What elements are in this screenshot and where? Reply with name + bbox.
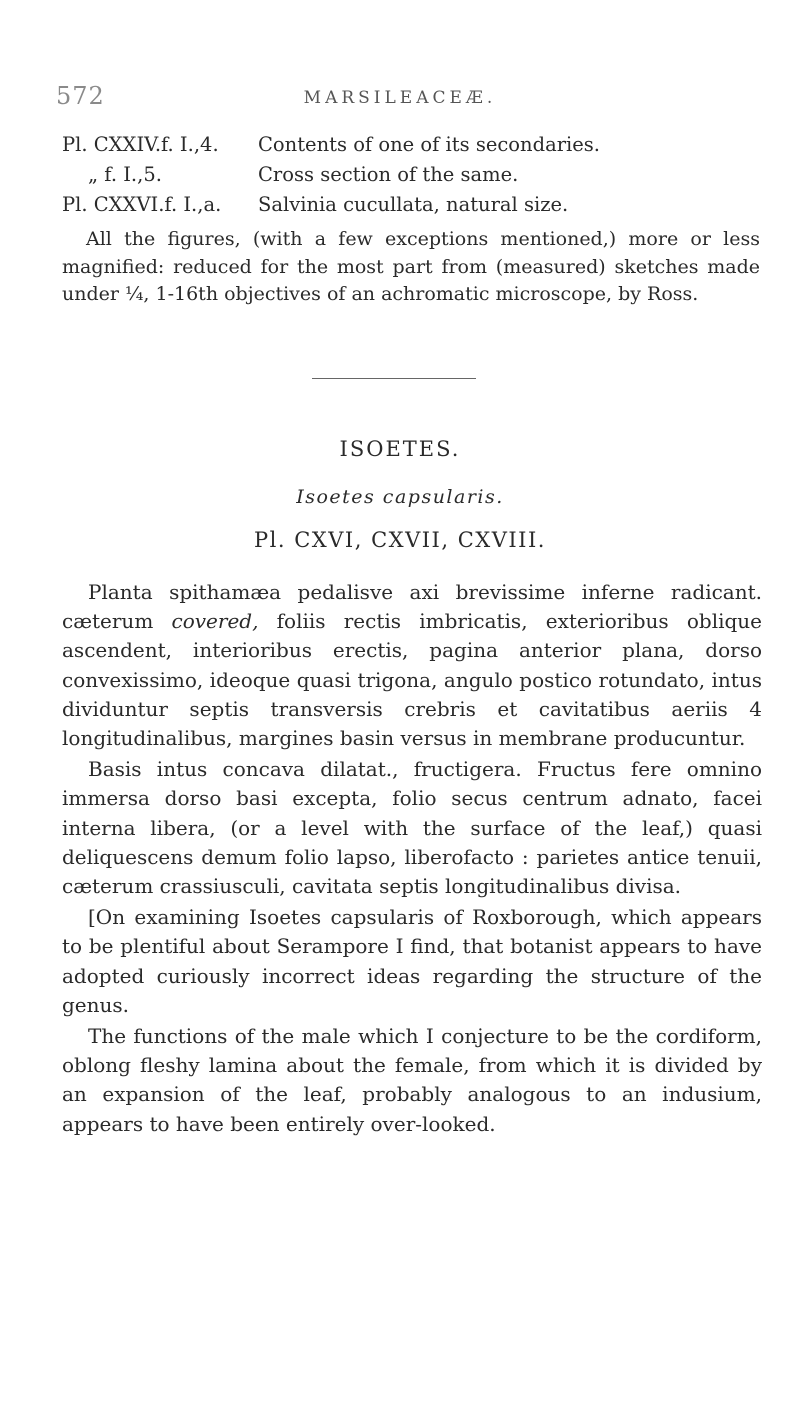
description-body [62,578,762,1139]
paragraph-basis-description: Basis intus concava dilatat., fructigera. Fructus fere omnino immersa dorso basi excepta, folio secus centrum adnato, facei interna libera, (or a level with the surface of the leaf,) quasi deliquescens demum folio lapso, liberofacto : parietes antice tenuii, cæterum crassiusculi, cavitata septis longitudinalibus divisa. [62,757,762,899]
paragraph-italic-word: covered, [171,609,259,634]
plate-entry [62,160,762,190]
genus-heading: ISOETES. [339,437,461,461]
paragraph-examination-note: [On examining Isoetes capsularis of Roxborough, which appears to be plentiful about Serampore I find, that botanist appears to have adopted curiously incorrect ideas regarding the structure of the genus. [62,905,762,1017]
plate-description: Salvinia cucullata, natural size. [258,193,569,216]
section-divider [312,378,476,379]
paragraph-latin-description [62,578,762,753]
paragraph-male-functions: The functions of the male which I conjecture to be the cordiform, oblong fleshy lamina about the female, from which it is divided by an expansion of the leaf, probably analogous to an indusium, appears to have been entirely over-looked. [62,1024,762,1136]
plate-reference: Pl. CXXIV.f. I.,4. [62,133,219,156]
plate-reference: Pl. CXXVI.f. I.,a. [62,193,222,216]
plate-entry [62,130,762,160]
paragraph-text: Planta spithamæa pedalisve axi brevissime inferne radicant. cæterum [62,580,762,634]
plate-reference: „ f. I.,5. [88,163,162,186]
plate-description: Cross section of the same. [258,163,519,186]
plate-description: Contents of one of its secondaries. [258,133,601,156]
plate-entry [62,190,762,220]
plate-explanation-list [62,130,762,220]
running-title: MARSILEACEÆ. [303,88,497,108]
plates-reference: Pl. CXVI, CXVII, CXVIII. [254,528,546,552]
figure-note: All the figures, (with a few exceptions mentioned,) more or less magnified: reduced for the most part from (measured) sketches made under ¼, 1-16th objectives of an achromatic microscope, by Ross. [62,228,760,305]
species-name: Isoetes capsularis. [296,486,504,508]
page-number: 572 [56,82,105,110]
paragraph-text: foliis rectis imbricatis, exterioribus oblique ascendent, interioribus erectis, pagina anterior plana, dorso convexissimo, ideoque quasi trigona, angulo postico rotundato, intus dividuntur septis transversis crebris et cavitatibus aeriis 4 longitudinalibus, margines basin versus in membrane producuntur. [62,609,763,751]
